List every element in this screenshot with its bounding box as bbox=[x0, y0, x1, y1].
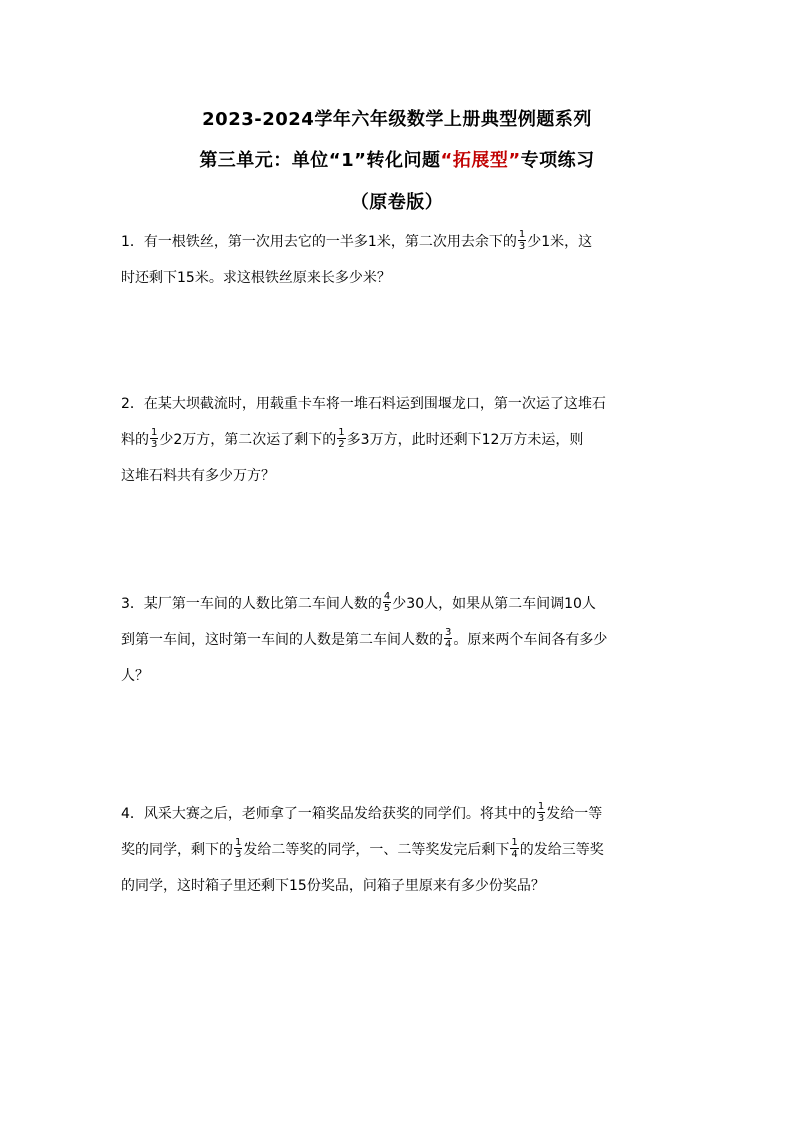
fraction-denominator: 4 bbox=[511, 848, 518, 860]
question-3 bbox=[121, 586, 681, 694]
question-4 bbox=[121, 796, 681, 904]
question-line: 2．在某大坝截流时，用载重卡车将一堆石料运到围堰龙口，第一次运了这堆石 bbox=[121, 396, 606, 412]
question-text: 发给二等奖的同学，一、二等奖发完后剩下 bbox=[243, 842, 510, 858]
document-version: （原卷版） bbox=[350, 192, 444, 213]
fraction-numerator: 1 bbox=[235, 836, 242, 848]
question-line: 的同学，这时箱子里还剩下15份奖品，问箱子里原来有多少份奖品？ bbox=[121, 878, 545, 894]
question-text: 奖的同学，剩下的 bbox=[121, 842, 233, 858]
question-line bbox=[121, 622, 681, 658]
question-text: 4．风采大赛之后，老师拿了一箱奖品发给获奖的同学们。将其中的 bbox=[121, 806, 536, 822]
fraction bbox=[337, 427, 345, 450]
subtitle-part-a: 第三单元：单位“1”转化问题 bbox=[199, 150, 441, 171]
fraction bbox=[444, 627, 452, 650]
fraction-numerator: 1 bbox=[151, 426, 158, 438]
subtitle-part-b: 专项练习 bbox=[520, 150, 595, 171]
question-line: 人？ bbox=[121, 668, 149, 684]
question-text: 料的 bbox=[121, 432, 149, 448]
fraction-numerator: 1 bbox=[518, 228, 526, 240]
question-line: 时还剩下15米。求这根铁丝原来长多少米？ bbox=[121, 270, 391, 286]
fraction-numerator: 3 bbox=[445, 626, 452, 638]
fraction bbox=[234, 837, 242, 860]
question-text: 少1米，这 bbox=[527, 234, 593, 250]
fraction-denominator: 3 bbox=[537, 812, 545, 824]
fraction-denominator: 3 bbox=[151, 438, 158, 450]
question-1 bbox=[121, 224, 681, 296]
fraction-denominator: 5 bbox=[383, 602, 391, 614]
question-line bbox=[121, 586, 681, 622]
fraction-numerator: 1 bbox=[338, 426, 345, 438]
question-line bbox=[121, 422, 681, 458]
question-text: 的发给三等奖 bbox=[519, 842, 604, 858]
question-line bbox=[121, 796, 681, 832]
question-2 bbox=[121, 386, 681, 494]
question-text: 发给一等 bbox=[546, 806, 603, 822]
question-text: 到第一车间，这时第一车间的人数是第二车间人数的 bbox=[121, 632, 443, 648]
fraction bbox=[510, 837, 518, 860]
question-text: 。原来两个车间各有多少 bbox=[453, 632, 608, 648]
fraction-numerator: 1 bbox=[511, 836, 518, 848]
fraction bbox=[383, 591, 391, 614]
question-line bbox=[121, 832, 681, 868]
fraction-numerator: 4 bbox=[383, 590, 391, 602]
fraction-denominator: 3 bbox=[518, 240, 526, 252]
fraction-denominator: 2 bbox=[338, 438, 345, 450]
fraction bbox=[150, 427, 158, 450]
fraction bbox=[518, 229, 526, 252]
question-text: 多3万方，此时还剩下12万方未运，则 bbox=[346, 432, 584, 448]
question-line: 这堆石料共有多少万方？ bbox=[121, 468, 275, 484]
question-text: 1．有一根铁丝，第一次用去它的一半多1米，第二次用去余下的 bbox=[121, 234, 517, 250]
subtitle-highlight: “拓展型” bbox=[440, 150, 521, 171]
fraction bbox=[537, 801, 545, 824]
fraction-denominator: 4 bbox=[445, 638, 452, 650]
fraction-numerator: 1 bbox=[537, 800, 545, 812]
question-text: 3．某厂第一车间的人数比第二车间人数的 bbox=[121, 596, 382, 612]
document-title: 2023-2024学年六年级数学上册典型例题系列 bbox=[202, 109, 592, 130]
document-subtitle bbox=[0, 146, 794, 172]
question-text: 少2万方，第二次运了剩下的 bbox=[159, 432, 337, 448]
question-line bbox=[121, 224, 681, 260]
question-text: 少30人，如果从第二车间调10人 bbox=[392, 596, 596, 612]
fraction-denominator: 3 bbox=[235, 848, 242, 860]
